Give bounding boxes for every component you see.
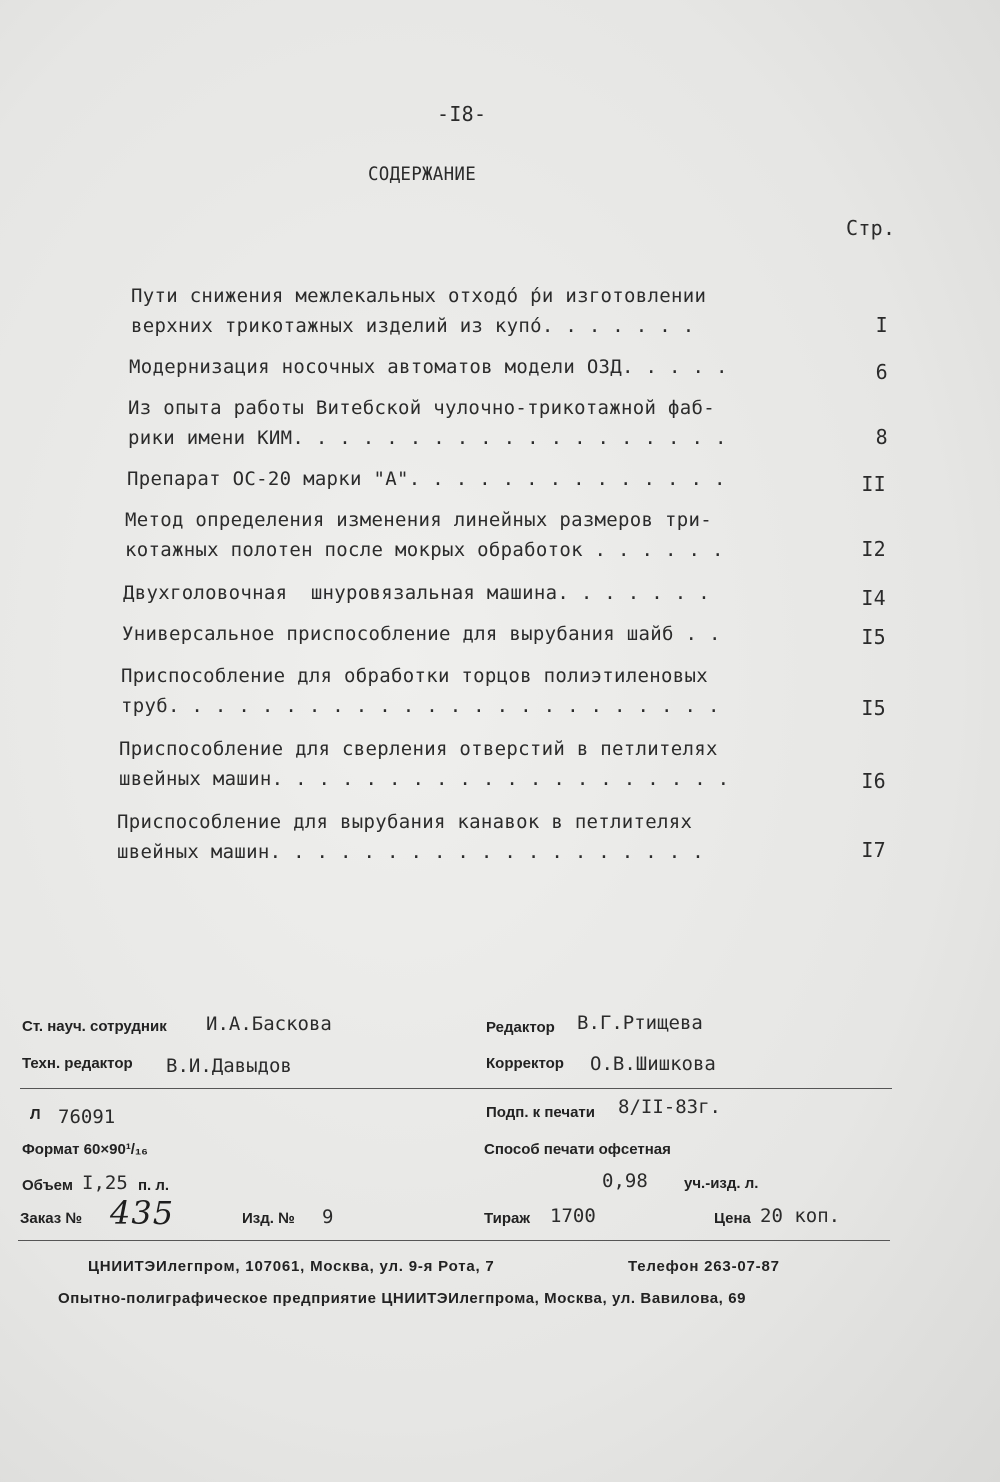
print-run-value: 1700	[550, 1205, 596, 1227]
toc-entry-line: Приспособление для вырубания канавок в петлителях	[117, 811, 693, 833]
toc-page-number: I5	[861, 625, 886, 649]
toc-page-number: 6	[875, 360, 888, 384]
volume-unit: п. л.	[138, 1177, 170, 1194]
printer-address: Опытно-полиграфическое предприятие ЦНИИТЭИлегпрома, Москва, ул. Вавилова, 69	[58, 1290, 747, 1307]
toc-entry-line: Метод определения изменения линейных размеров три-	[125, 509, 712, 531]
toc-page-number: I6	[861, 769, 886, 793]
toc-page-number: I4	[861, 586, 886, 610]
issue-value: 9	[322, 1206, 334, 1228]
edu-volume-value: 0,98	[602, 1170, 648, 1192]
issue-label: Изд. №	[242, 1210, 295, 1227]
divider	[20, 1088, 892, 1089]
volume-value: I,25	[82, 1172, 128, 1194]
editor-value: В.Г.Ртищева	[577, 1012, 703, 1034]
toc-page-number: 8	[875, 425, 888, 449]
license-label: Л	[30, 1106, 41, 1123]
toc-entry-line: котажных полотен после мокрых обработок . . . . . .	[125, 539, 724, 561]
order-number-handwritten: 435	[110, 1194, 175, 1232]
toc-entry-line: Пути снижения межлекальных отходо́ ́ри изготовлении	[131, 285, 707, 307]
toc-entry-line: Двухголовочная шнуровязальная машина. . . . . . .	[123, 582, 710, 604]
price-label: Цена	[714, 1210, 751, 1227]
toc-entry-line: труб. . . . . . . . . . . . . . . . . . . . . . . .	[121, 695, 720, 717]
price-value: 20 коп.	[760, 1205, 841, 1227]
publisher-phone: Телефон 263-07-87	[628, 1258, 780, 1275]
toc-entry-line: Из опыта работы Витебской чулочно-трикотажной фаб-	[128, 397, 715, 419]
signed-value: 8/II-83г.	[618, 1096, 721, 1118]
page-column-header: Стр.	[846, 216, 896, 240]
toc-entry-line: верхних трикотажных изделий из купо́. . . . . . .	[131, 315, 695, 337]
tech-editor-label: Техн. редактор	[22, 1055, 133, 1072]
print-run-label: Тираж	[484, 1210, 530, 1227]
senior-researcher-label: Ст. науч. сотрудник	[22, 1018, 167, 1035]
toc-page-number: II	[861, 472, 886, 496]
toc-entry-line: Препарат ОС-20 марки "А". . . . . . . . . . . . . .	[127, 468, 726, 490]
senior-researcher-value: И.А.Баскова	[206, 1013, 332, 1035]
toc-entry-line: Универсальное приспособление для вырубания шайб . .	[122, 623, 721, 645]
signed-label: Подп. к печати	[486, 1104, 595, 1121]
edu-volume-unit: уч.-изд. л.	[684, 1175, 759, 1192]
page-number: -I8-	[437, 102, 487, 126]
format-label: Формат 60×90¹/₁₆	[22, 1141, 148, 1158]
print-method: Способ печати офсетная	[484, 1141, 671, 1158]
toc-page-number: I	[875, 313, 888, 337]
order-label: Заказ №	[20, 1210, 83, 1227]
tech-editor-value: В.И.Давыдов	[166, 1055, 292, 1077]
toc-page-number: I2	[861, 537, 886, 561]
toc-entry-line: Приспособление для сверления отверстий в петлителях	[119, 738, 718, 760]
volume-label: Объем	[22, 1177, 73, 1194]
toc-entry-line: Модернизация носочных автоматов модели ОЗД. . . . .	[129, 356, 728, 378]
license-value: 76091	[58, 1106, 116, 1128]
toc-entry-line: швейных машин. . . . . . . . . . . . . . . . . . . .	[119, 768, 730, 790]
toc-entry-line: рики имени КИМ. . . . . . . . . . . . . . . . . . .	[128, 427, 727, 449]
toc-entry-line: швейных машин. . . . . . . . . . . . . . . . . . .	[117, 841, 704, 863]
proofreader-label: Корректор	[486, 1055, 564, 1072]
toc-page-number: I5	[861, 696, 886, 720]
toc-page-number: I7	[861, 838, 886, 862]
publisher-address: ЦНИИТЭИлегпром, 107061, Москва, ул. 9-я Рота, 7	[88, 1258, 495, 1275]
editor-label: Редактор	[486, 1019, 555, 1036]
divider	[18, 1240, 890, 1241]
toc-title: СОДЕРЖАНИЕ	[368, 163, 476, 185]
proofreader-value: О.В.Шишкова	[590, 1053, 716, 1075]
toc-entry-line: Приспособление для обработки торцов полиэтиленовых	[121, 665, 708, 687]
